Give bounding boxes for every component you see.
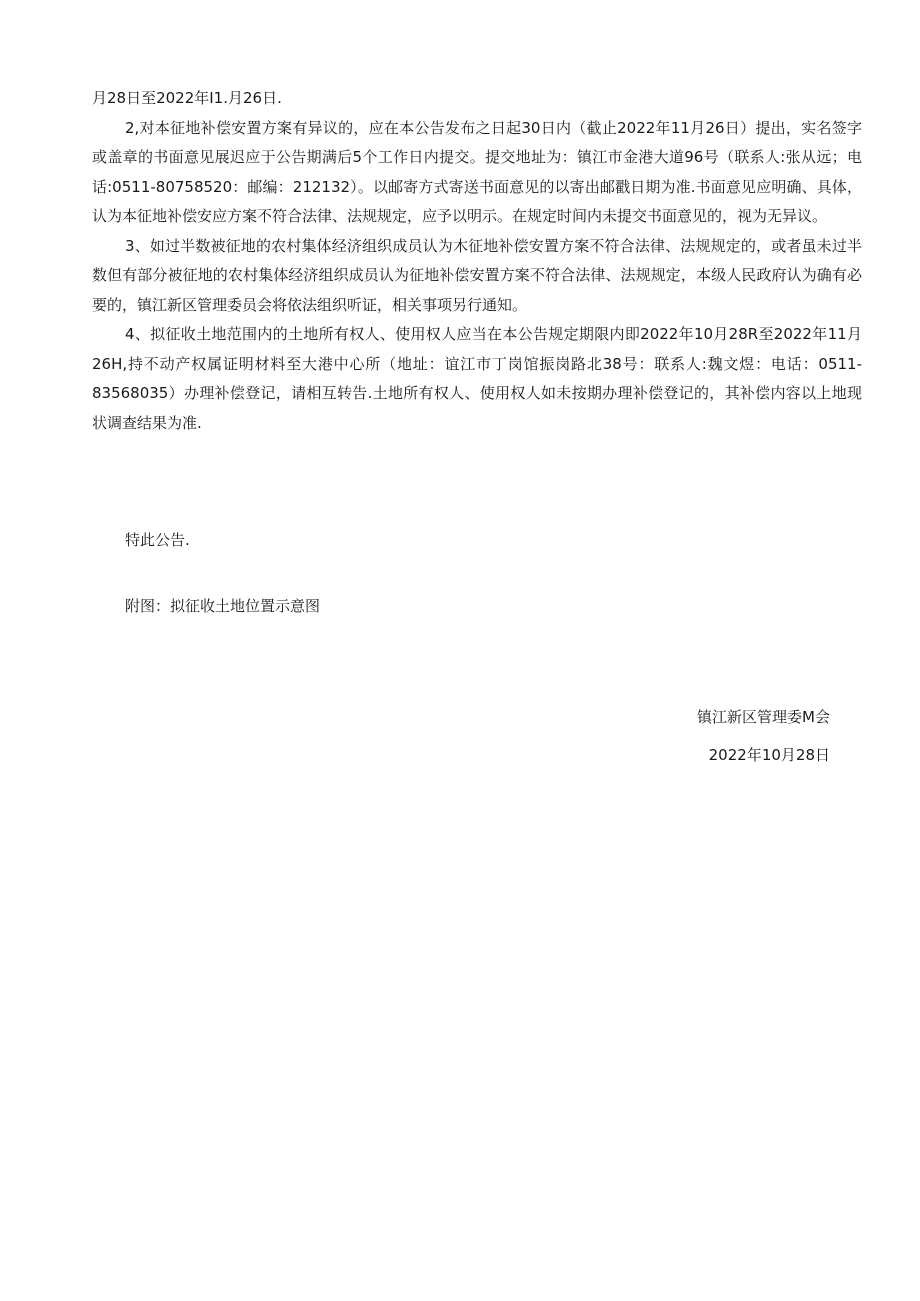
paragraph-continuation: 月28日至2022年I1.月26日. bbox=[92, 89, 282, 107]
paragraph-hearing: 3、如过半数被征地的农村集体经济组织成员认为木征地补偿安置方案不符合法律、法规规定的，或者虽未过半数但有部分被征地的农村集体经济组织成员认为征地补偿安置方案不符合法律、法规规定，本级人民政府认为确有必要的，镇江新区管理委员会将依法组织听证，相关事项另行通知。 bbox=[92, 236, 862, 314]
issue-date: 2022年10月28日 bbox=[708, 746, 830, 764]
issuer-name: 镇江新区管理委M会 bbox=[697, 708, 830, 726]
paragraph-registration: 4、拟征收土地范围内的土地所有权人、使用权人应当在本公告规定期限内即2022年10月28R至2022年11月26H,持不动产权属证明材料至大港中心所（地址：谊江市丁岗馆振岗路北38号：联系人:魏文煜：电话：0511-83568035）办理补偿登记，请相互转告.土地所有权人、使用权人如未按期办理补偿登记的，其补偿内容以上地现状调查结果为准. bbox=[92, 325, 862, 432]
closing-statement: 特此公告. bbox=[125, 531, 190, 549]
attachment-note: 附图：拟征收土地位置示意图 bbox=[125, 597, 321, 615]
notice-body bbox=[92, 84, 862, 438]
paragraph-objection: 2,对本征地补偿安置方案有异议的，应在本公告发布之日起30日内（截止2022年11月26日）提出，实名签字或盖章的书面意见展迟应于公告期满后5个工作日内提交。提交地址为：镇江市金港大道96号（联系人:张从远；电话:0511-80758520：邮编：212132）。以邮寄方式寄送书面意见的以寄出邮戳日期为准.书面意见应明确、具体，认为本征地补偿安应方案不符合法律、法规规定，应予以明示。在规定时间内未提交书面意见的，视为无异议。 bbox=[92, 118, 862, 225]
